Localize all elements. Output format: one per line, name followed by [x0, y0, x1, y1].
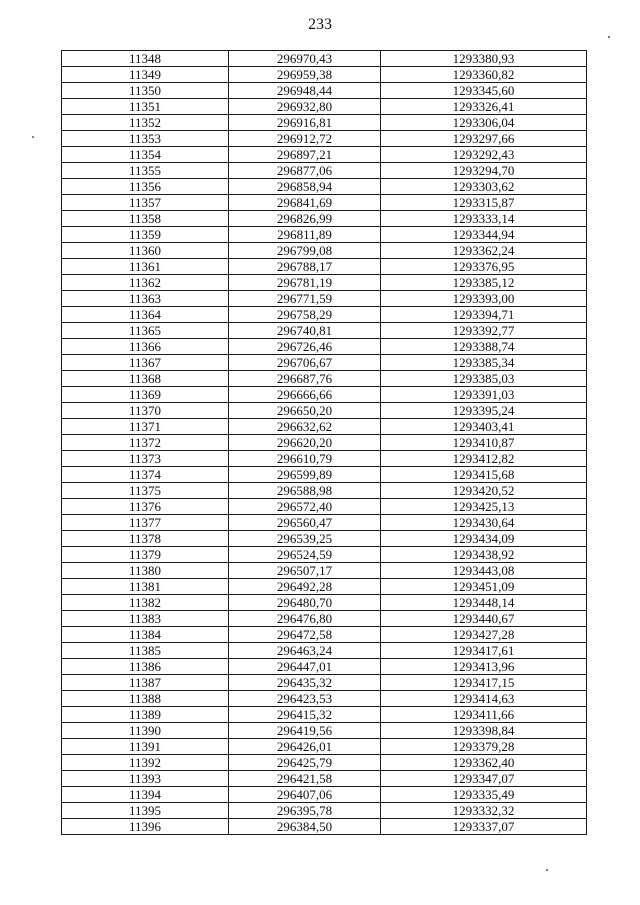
point-number-cell: 11387 — [62, 675, 229, 691]
x-coordinate-cell: 296480,70 — [229, 595, 381, 611]
point-number-cell: 11354 — [62, 147, 229, 163]
y-coordinate-cell: 1293412,82 — [381, 451, 587, 467]
y-coordinate-cell: 1293297,66 — [381, 131, 587, 147]
x-coordinate-cell: 296858,94 — [229, 179, 381, 195]
y-coordinate-cell: 1293410,87 — [381, 435, 587, 451]
y-coordinate-cell: 1293335,49 — [381, 787, 587, 803]
point-number-cell: 11365 — [62, 323, 229, 339]
x-coordinate-cell: 296407,06 — [229, 787, 381, 803]
point-number-cell: 11393 — [62, 771, 229, 787]
point-number-cell: 11378 — [62, 531, 229, 547]
point-number-cell: 11391 — [62, 739, 229, 755]
point-number-cell: 11366 — [62, 339, 229, 355]
x-coordinate-cell: 296666,66 — [229, 387, 381, 403]
table-row — [62, 131, 587, 147]
x-coordinate-cell: 296826,99 — [229, 211, 381, 227]
point-number-cell: 11388 — [62, 691, 229, 707]
table-row — [62, 163, 587, 179]
table-row — [62, 611, 587, 627]
y-coordinate-cell: 1293415,68 — [381, 467, 587, 483]
x-coordinate-cell: 296650,20 — [229, 403, 381, 419]
table-row — [62, 355, 587, 371]
y-coordinate-cell: 1293388,74 — [381, 339, 587, 355]
point-number-cell: 11359 — [62, 227, 229, 243]
point-number-cell: 11355 — [62, 163, 229, 179]
y-coordinate-cell: 1293391,03 — [381, 387, 587, 403]
y-coordinate-cell: 1293430,64 — [381, 515, 587, 531]
y-coordinate-cell: 1293451,09 — [381, 579, 587, 595]
x-coordinate-cell: 296395,78 — [229, 803, 381, 819]
table-row — [62, 291, 587, 307]
point-number-cell: 11394 — [62, 787, 229, 803]
x-coordinate-cell: 296781,19 — [229, 275, 381, 291]
y-coordinate-cell: 1293333,14 — [381, 211, 587, 227]
y-coordinate-cell: 1293427,28 — [381, 627, 587, 643]
table-row — [62, 499, 587, 515]
table-row — [62, 147, 587, 163]
table-row — [62, 691, 587, 707]
table-row — [62, 739, 587, 755]
y-coordinate-cell: 1293362,40 — [381, 755, 587, 771]
point-number-cell: 11373 — [62, 451, 229, 467]
point-number-cell: 11395 — [62, 803, 229, 819]
table-row — [62, 787, 587, 803]
y-coordinate-cell: 1293438,92 — [381, 547, 587, 563]
y-coordinate-cell: 1293411,66 — [381, 707, 587, 723]
scan-speck — [546, 869, 548, 871]
x-coordinate-cell: 296771,59 — [229, 291, 381, 307]
y-coordinate-cell: 1293443,08 — [381, 563, 587, 579]
x-coordinate-cell: 296916,81 — [229, 115, 381, 131]
x-coordinate-cell: 296841,69 — [229, 195, 381, 211]
point-number-cell: 11383 — [62, 611, 229, 627]
y-coordinate-cell: 1293403,41 — [381, 419, 587, 435]
table-row — [62, 707, 587, 723]
x-coordinate-cell: 296539,25 — [229, 531, 381, 547]
y-coordinate-cell: 1293395,24 — [381, 403, 587, 419]
y-coordinate-cell: 1293434,09 — [381, 531, 587, 547]
y-coordinate-cell: 1293394,71 — [381, 307, 587, 323]
y-coordinate-cell: 1293417,61 — [381, 643, 587, 659]
y-coordinate-cell: 1293376,95 — [381, 259, 587, 275]
scan-speck — [32, 136, 34, 138]
point-number-cell: 11385 — [62, 643, 229, 659]
table-row — [62, 403, 587, 419]
point-number-cell: 11392 — [62, 755, 229, 771]
y-coordinate-cell: 1293398,84 — [381, 723, 587, 739]
point-number-cell: 11348 — [62, 51, 229, 67]
point-number-cell: 11349 — [62, 67, 229, 83]
y-coordinate-cell: 1293420,52 — [381, 483, 587, 499]
point-number-cell: 11351 — [62, 99, 229, 115]
x-coordinate-cell: 296788,17 — [229, 259, 381, 275]
y-coordinate-cell: 1293425,13 — [381, 499, 587, 515]
point-number-cell: 11374 — [62, 467, 229, 483]
y-coordinate-cell: 1293392,77 — [381, 323, 587, 339]
page-number: 233 — [308, 16, 332, 33]
point-number-cell: 11361 — [62, 259, 229, 275]
x-coordinate-cell: 296476,80 — [229, 611, 381, 627]
x-coordinate-cell: 296423,53 — [229, 691, 381, 707]
table-row — [62, 99, 587, 115]
table-row — [62, 435, 587, 451]
x-coordinate-cell: 296599,89 — [229, 467, 381, 483]
x-coordinate-cell: 296687,76 — [229, 371, 381, 387]
table-row — [62, 483, 587, 499]
table-row — [62, 259, 587, 275]
table-row — [62, 803, 587, 819]
table-row — [62, 531, 587, 547]
point-number-cell: 11363 — [62, 291, 229, 307]
y-coordinate-cell: 1293380,93 — [381, 51, 587, 67]
table-row — [62, 115, 587, 131]
point-number-cell: 11371 — [62, 419, 229, 435]
table-row — [62, 195, 587, 211]
x-coordinate-cell: 296799,08 — [229, 243, 381, 259]
y-coordinate-cell: 1293326,41 — [381, 99, 587, 115]
y-coordinate-cell: 1293347,07 — [381, 771, 587, 787]
table-row — [62, 51, 587, 67]
point-number-cell: 11368 — [62, 371, 229, 387]
point-number-cell: 11369 — [62, 387, 229, 403]
table-row — [62, 307, 587, 323]
point-number-cell: 11377 — [62, 515, 229, 531]
point-number-cell: 11362 — [62, 275, 229, 291]
table-row — [62, 563, 587, 579]
table-row — [62, 723, 587, 739]
x-coordinate-cell: 296588,98 — [229, 483, 381, 499]
table-row — [62, 211, 587, 227]
scan-speck — [608, 36, 610, 38]
point-number-cell: 11352 — [62, 115, 229, 131]
x-coordinate-cell: 296507,17 — [229, 563, 381, 579]
table-row — [62, 83, 587, 99]
x-coordinate-cell: 296572,40 — [229, 499, 381, 515]
y-coordinate-cell: 1293315,87 — [381, 195, 587, 211]
table-row — [62, 547, 587, 563]
point-number-cell: 11367 — [62, 355, 229, 371]
table-row — [62, 515, 587, 531]
x-coordinate-cell: 296970,43 — [229, 51, 381, 67]
x-coordinate-cell: 296959,38 — [229, 67, 381, 83]
x-coordinate-cell: 296740,81 — [229, 323, 381, 339]
x-coordinate-cell: 296620,20 — [229, 435, 381, 451]
y-coordinate-cell: 1293344,94 — [381, 227, 587, 243]
y-coordinate-cell: 1293448,14 — [381, 595, 587, 611]
x-coordinate-cell: 296758,29 — [229, 307, 381, 323]
x-coordinate-cell: 296524,59 — [229, 547, 381, 563]
table-row — [62, 819, 587, 835]
x-coordinate-cell: 296726,46 — [229, 339, 381, 355]
y-coordinate-cell: 1293440,67 — [381, 611, 587, 627]
point-number-cell: 11390 — [62, 723, 229, 739]
coordinates-table — [61, 50, 587, 835]
x-coordinate-cell: 296706,67 — [229, 355, 381, 371]
y-coordinate-cell: 1293417,15 — [381, 675, 587, 691]
point-number-cell: 11358 — [62, 211, 229, 227]
point-number-cell: 11381 — [62, 579, 229, 595]
y-coordinate-cell: 1293414,63 — [381, 691, 587, 707]
table-row — [62, 579, 587, 595]
point-number-cell: 11372 — [62, 435, 229, 451]
table-row — [62, 323, 587, 339]
point-number-cell: 11376 — [62, 499, 229, 515]
x-coordinate-cell: 296472,58 — [229, 627, 381, 643]
x-coordinate-cell: 296560,47 — [229, 515, 381, 531]
y-coordinate-cell: 1293413,96 — [381, 659, 587, 675]
x-coordinate-cell: 296811,89 — [229, 227, 381, 243]
point-number-cell: 11396 — [62, 819, 229, 835]
table-row — [62, 771, 587, 787]
y-coordinate-cell: 1293345,60 — [381, 83, 587, 99]
x-coordinate-cell: 296897,21 — [229, 147, 381, 163]
point-number-cell: 11382 — [62, 595, 229, 611]
point-number-cell: 11370 — [62, 403, 229, 419]
table-row — [62, 179, 587, 195]
table-row — [62, 595, 587, 611]
x-coordinate-cell: 296632,62 — [229, 419, 381, 435]
x-coordinate-cell: 296932,80 — [229, 99, 381, 115]
point-number-cell: 11364 — [62, 307, 229, 323]
table-row — [62, 67, 587, 83]
y-coordinate-cell: 1293306,04 — [381, 115, 587, 131]
table-row — [62, 419, 587, 435]
table-row — [62, 275, 587, 291]
coordinates-table-container — [61, 50, 586, 835]
x-coordinate-cell: 296492,28 — [229, 579, 381, 595]
point-number-cell: 11353 — [62, 131, 229, 147]
y-coordinate-cell: 1293337,07 — [381, 819, 587, 835]
table-row — [62, 387, 587, 403]
y-coordinate-cell: 1293379,28 — [381, 739, 587, 755]
y-coordinate-cell: 1293385,34 — [381, 355, 587, 371]
x-coordinate-cell: 296610,79 — [229, 451, 381, 467]
x-coordinate-cell: 296463,24 — [229, 643, 381, 659]
x-coordinate-cell: 296415,32 — [229, 707, 381, 723]
x-coordinate-cell: 296419,56 — [229, 723, 381, 739]
table-row — [62, 243, 587, 259]
x-coordinate-cell: 296447,01 — [229, 659, 381, 675]
point-number-cell: 11356 — [62, 179, 229, 195]
point-number-cell: 11350 — [62, 83, 229, 99]
table-row — [62, 643, 587, 659]
y-coordinate-cell: 1293385,12 — [381, 275, 587, 291]
table-row — [62, 371, 587, 387]
point-number-cell: 11384 — [62, 627, 229, 643]
table-row — [62, 451, 587, 467]
x-coordinate-cell: 296435,32 — [229, 675, 381, 691]
y-coordinate-cell: 1293294,70 — [381, 163, 587, 179]
x-coordinate-cell: 296912,72 — [229, 131, 381, 147]
point-number-cell: 11389 — [62, 707, 229, 723]
y-coordinate-cell: 1293393,00 — [381, 291, 587, 307]
table-row — [62, 627, 587, 643]
point-number-cell: 11379 — [62, 547, 229, 563]
table-row — [62, 675, 587, 691]
point-number-cell: 11386 — [62, 659, 229, 675]
x-coordinate-cell: 296948,44 — [229, 83, 381, 99]
coordinates-table-body — [62, 51, 587, 835]
table-row — [62, 659, 587, 675]
point-number-cell: 11360 — [62, 243, 229, 259]
y-coordinate-cell: 1293362,24 — [381, 243, 587, 259]
x-coordinate-cell: 296425,79 — [229, 755, 381, 771]
y-coordinate-cell: 1293360,82 — [381, 67, 587, 83]
y-coordinate-cell: 1293303,62 — [381, 179, 587, 195]
point-number-cell: 11375 — [62, 483, 229, 499]
x-coordinate-cell: 296384,50 — [229, 819, 381, 835]
table-row — [62, 467, 587, 483]
point-number-cell: 11357 — [62, 195, 229, 211]
y-coordinate-cell: 1293385,03 — [381, 371, 587, 387]
x-coordinate-cell: 296877,06 — [229, 163, 381, 179]
table-row — [62, 339, 587, 355]
y-coordinate-cell: 1293332,32 — [381, 803, 587, 819]
y-coordinate-cell: 1293292,43 — [381, 147, 587, 163]
x-coordinate-cell: 296421,58 — [229, 771, 381, 787]
table-row — [62, 755, 587, 771]
x-coordinate-cell: 296426,01 — [229, 739, 381, 755]
point-number-cell: 11380 — [62, 563, 229, 579]
table-row — [62, 227, 587, 243]
